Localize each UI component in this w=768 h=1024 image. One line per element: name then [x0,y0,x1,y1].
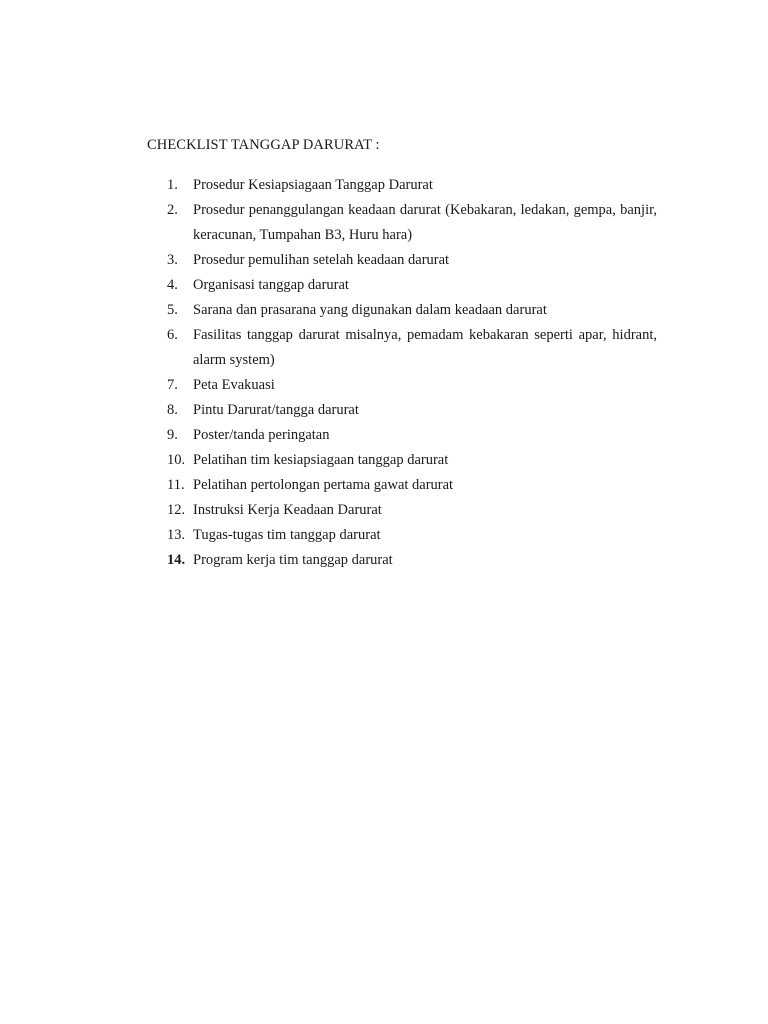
item-number: 6. [167,327,178,343]
item-text: Pintu Darurat/tangga darurat [193,402,359,418]
item-number: 3. [167,252,178,268]
item-text: Sarana dan prasarana yang digunakan dalam keadaan darurat [193,302,547,318]
item-number: 7. [167,377,178,393]
list-item [160,498,657,523]
item-text: Poster/tanda peringatan [193,427,330,443]
item-number: 5. [167,302,178,318]
item-number: 10. [167,452,186,468]
item-text: Instruksi Kerja Keadaan Darurat [193,502,382,518]
list-item [160,448,657,473]
item-text: Program kerja tim tanggap darurat [193,552,393,568]
checklist [160,173,657,573]
list-item [160,548,657,573]
item-number: 9. [167,427,178,443]
list-item [160,398,657,423]
item-text: Prosedur Kesiapsiagaan Tanggap Darurat [193,177,433,193]
item-number: 1. [167,177,178,193]
item-number: 13. [167,527,186,543]
item-text: Peta Evakuasi [193,377,275,393]
item-text: Prosedur penanggulangan keadaan darurat (Kebakaran, ledakan, gempa, banjir, keracunan, Tumpahan B3, Huru hara) [193,202,657,243]
list-item [160,248,657,273]
item-number: 12. [167,502,186,518]
list-item [160,298,657,323]
list-item [160,173,657,198]
list-item [160,523,657,548]
item-number: 2. [167,202,178,218]
item-text: Tugas-tugas tim tanggap darurat [193,527,381,543]
list-item [160,373,657,398]
item-number: 11. [167,477,185,493]
item-text: Prosedur pemulihan setelah keadaan darurat [193,252,450,268]
item-number: 4. [167,277,178,293]
item-text: Pelatihan tim kesiapsiagaan tanggap darurat [193,452,449,468]
list-item [160,198,657,248]
item-number: 14. [167,552,186,568]
list-item [160,273,657,298]
list-item [160,423,657,448]
list-item [160,323,657,373]
item-number: 8. [167,402,178,418]
item-text: Organisasi tanggap darurat [193,277,349,293]
document-heading: CHECKLIST TANGGAP DARURAT : [147,137,380,153]
item-text: Pelatihan pertolongan pertama gawat darurat [193,477,454,493]
list-item [160,473,657,498]
item-text: Fasilitas tanggap darurat misalnya, pemadam kebakaran seperti apar, hidrant, alarm system) [193,327,657,368]
